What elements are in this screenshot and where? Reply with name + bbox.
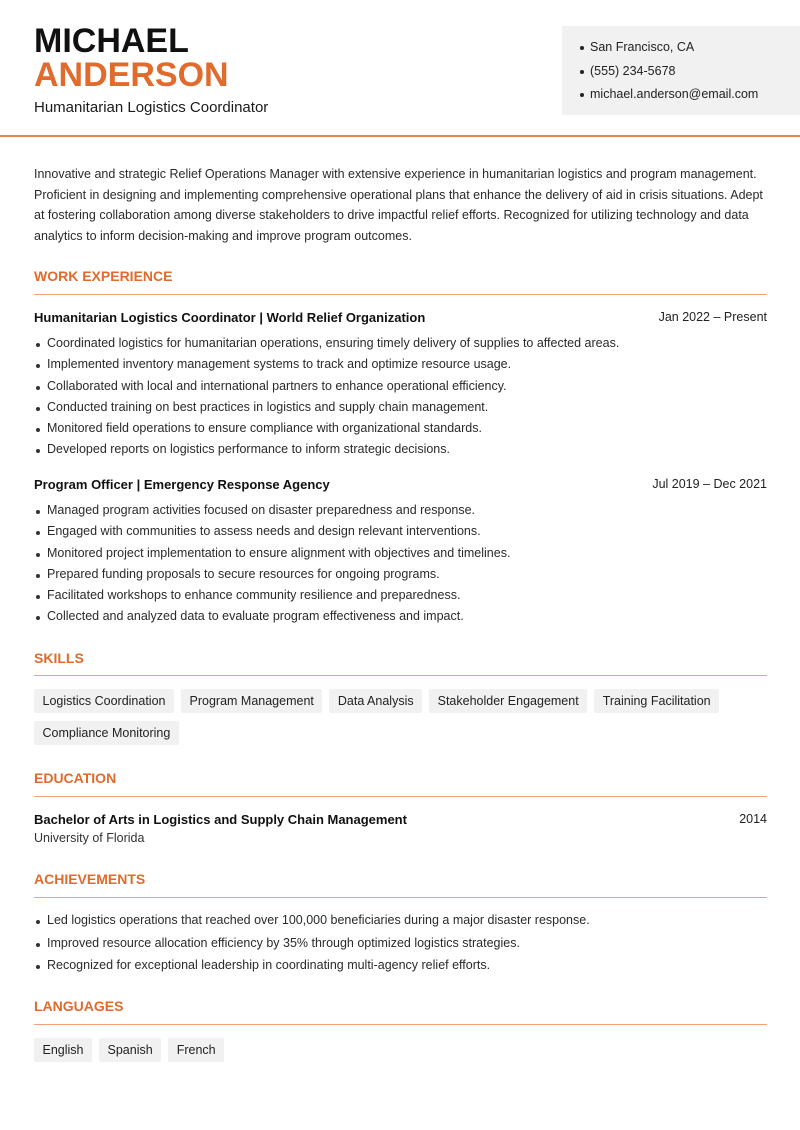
section-title-languages: LANGUAGES — [34, 998, 124, 1014]
degree-title: Bachelor of Arts in Logistics and Supply Chain Management — [34, 812, 407, 827]
list-item: Monitored field operations to ensure compliance with organizational standards. — [34, 420, 764, 441]
contact-email[interactable]: michael.anderson@email.com — [580, 83, 800, 107]
last-name: ANDERSON — [34, 56, 229, 94]
list-item: Implemented inventory management systems to track and optimize resource usage. — [34, 356, 764, 377]
skill-tag: Data Analysis — [329, 689, 422, 713]
job-bullets-1 — [34, 335, 764, 463]
list-item: Monitored project implementation to ensure alignment with objectives and timelines. — [34, 545, 764, 566]
list-item: Conducted training on best practices in logistics and supply chain management. — [34, 399, 764, 420]
contact-location: San Francisco, CA — [580, 36, 800, 60]
languages-list — [34, 1038, 767, 1062]
list-item: Recognized for exceptional leadership in coordinating multi-agency relief efforts. — [34, 957, 764, 980]
list-item: Collaborated with local and international partners to enhance operational efficiency. — [34, 378, 764, 399]
skill-tag: Program Management — [181, 689, 322, 713]
list-item: Led logistics operations that reached over 100,000 beneficiaries during a major disaster response. — [34, 912, 764, 935]
section-divider — [34, 294, 767, 295]
language-tag: English — [34, 1038, 92, 1062]
first-name: MICHAEL — [34, 22, 189, 60]
section-title-skills: SKILLS — [34, 650, 84, 666]
summary-paragraph: Innovative and strategic Relief Operations Manager with extensive experience in humanitarian logistics and program management. Proficient in designing and implementing comprehensive operational plans that enhance the delivery of aid in crisis situations. Adept at fostering collaboration among diverse stakeholders to drive impactful relief efforts. Recognized for utilizing technology and data analytics to inform decision-making and improve program outcomes. — [34, 167, 763, 243]
list-item: Coordinated logistics for humanitarian operations, ensuring timely delivery of supplies to affected areas. — [34, 335, 764, 356]
section-divider — [34, 1024, 767, 1025]
section-divider — [34, 796, 767, 797]
resume-header — [0, 0, 800, 137]
achievements-list — [34, 912, 764, 980]
section-title-achievements: ACHIEVEMENTS — [34, 871, 146, 887]
job-title-1: Humanitarian Logistics Coordinator | World Relief Organization — [34, 310, 426, 325]
skill-tag: Training Facilitation — [594, 689, 719, 713]
list-item: Engaged with communities to assess needs and design relevant interventions. — [34, 523, 764, 544]
skill-tag: Logistics Coordination — [34, 689, 174, 713]
list-item: Improved resource allocation efficiency by 35% through optimized logistics strategies. — [34, 935, 764, 958]
list-item: Facilitated workshops to enhance community resilience and preparedness. — [34, 587, 764, 608]
graduation-year: 2014 — [739, 812, 767, 826]
section-title-work: WORK EXPERIENCE — [34, 268, 173, 284]
list-item: Managed program activities focused on disaster preparedness and response. — [34, 502, 764, 523]
contact-phone: (555) 234-5678 — [580, 60, 800, 84]
job-title: Humanitarian Logistics Coordinator — [34, 99, 269, 116]
job-date-2: Jul 2019 – Dec 2021 — [652, 477, 767, 491]
skills-list — [34, 689, 767, 745]
skill-tag: Compliance Monitoring — [34, 721, 179, 745]
skill-tag: Stakeholder Engagement — [429, 689, 587, 713]
school-name: University of Florida — [34, 831, 145, 845]
list-item: Developed reports on logistics performance to inform strategic decisions. — [34, 441, 764, 462]
list-item: Collected and analyzed data to evaluate program effectiveness and impact. — [34, 608, 764, 629]
section-divider — [34, 897, 767, 898]
job-title-2: Program Officer | Emergency Response Agency — [34, 477, 330, 492]
language-tag: French — [168, 1038, 224, 1062]
list-item: Prepared funding proposals to secure resources for ongoing programs. — [34, 566, 764, 587]
section-divider — [34, 675, 767, 676]
job-date-1: Jan 2022 – Present — [658, 310, 767, 324]
contact-box — [562, 26, 800, 115]
job-bullets-2 — [34, 502, 764, 630]
section-title-education: EDUCATION — [34, 770, 117, 786]
language-tag: Spanish — [99, 1038, 161, 1062]
